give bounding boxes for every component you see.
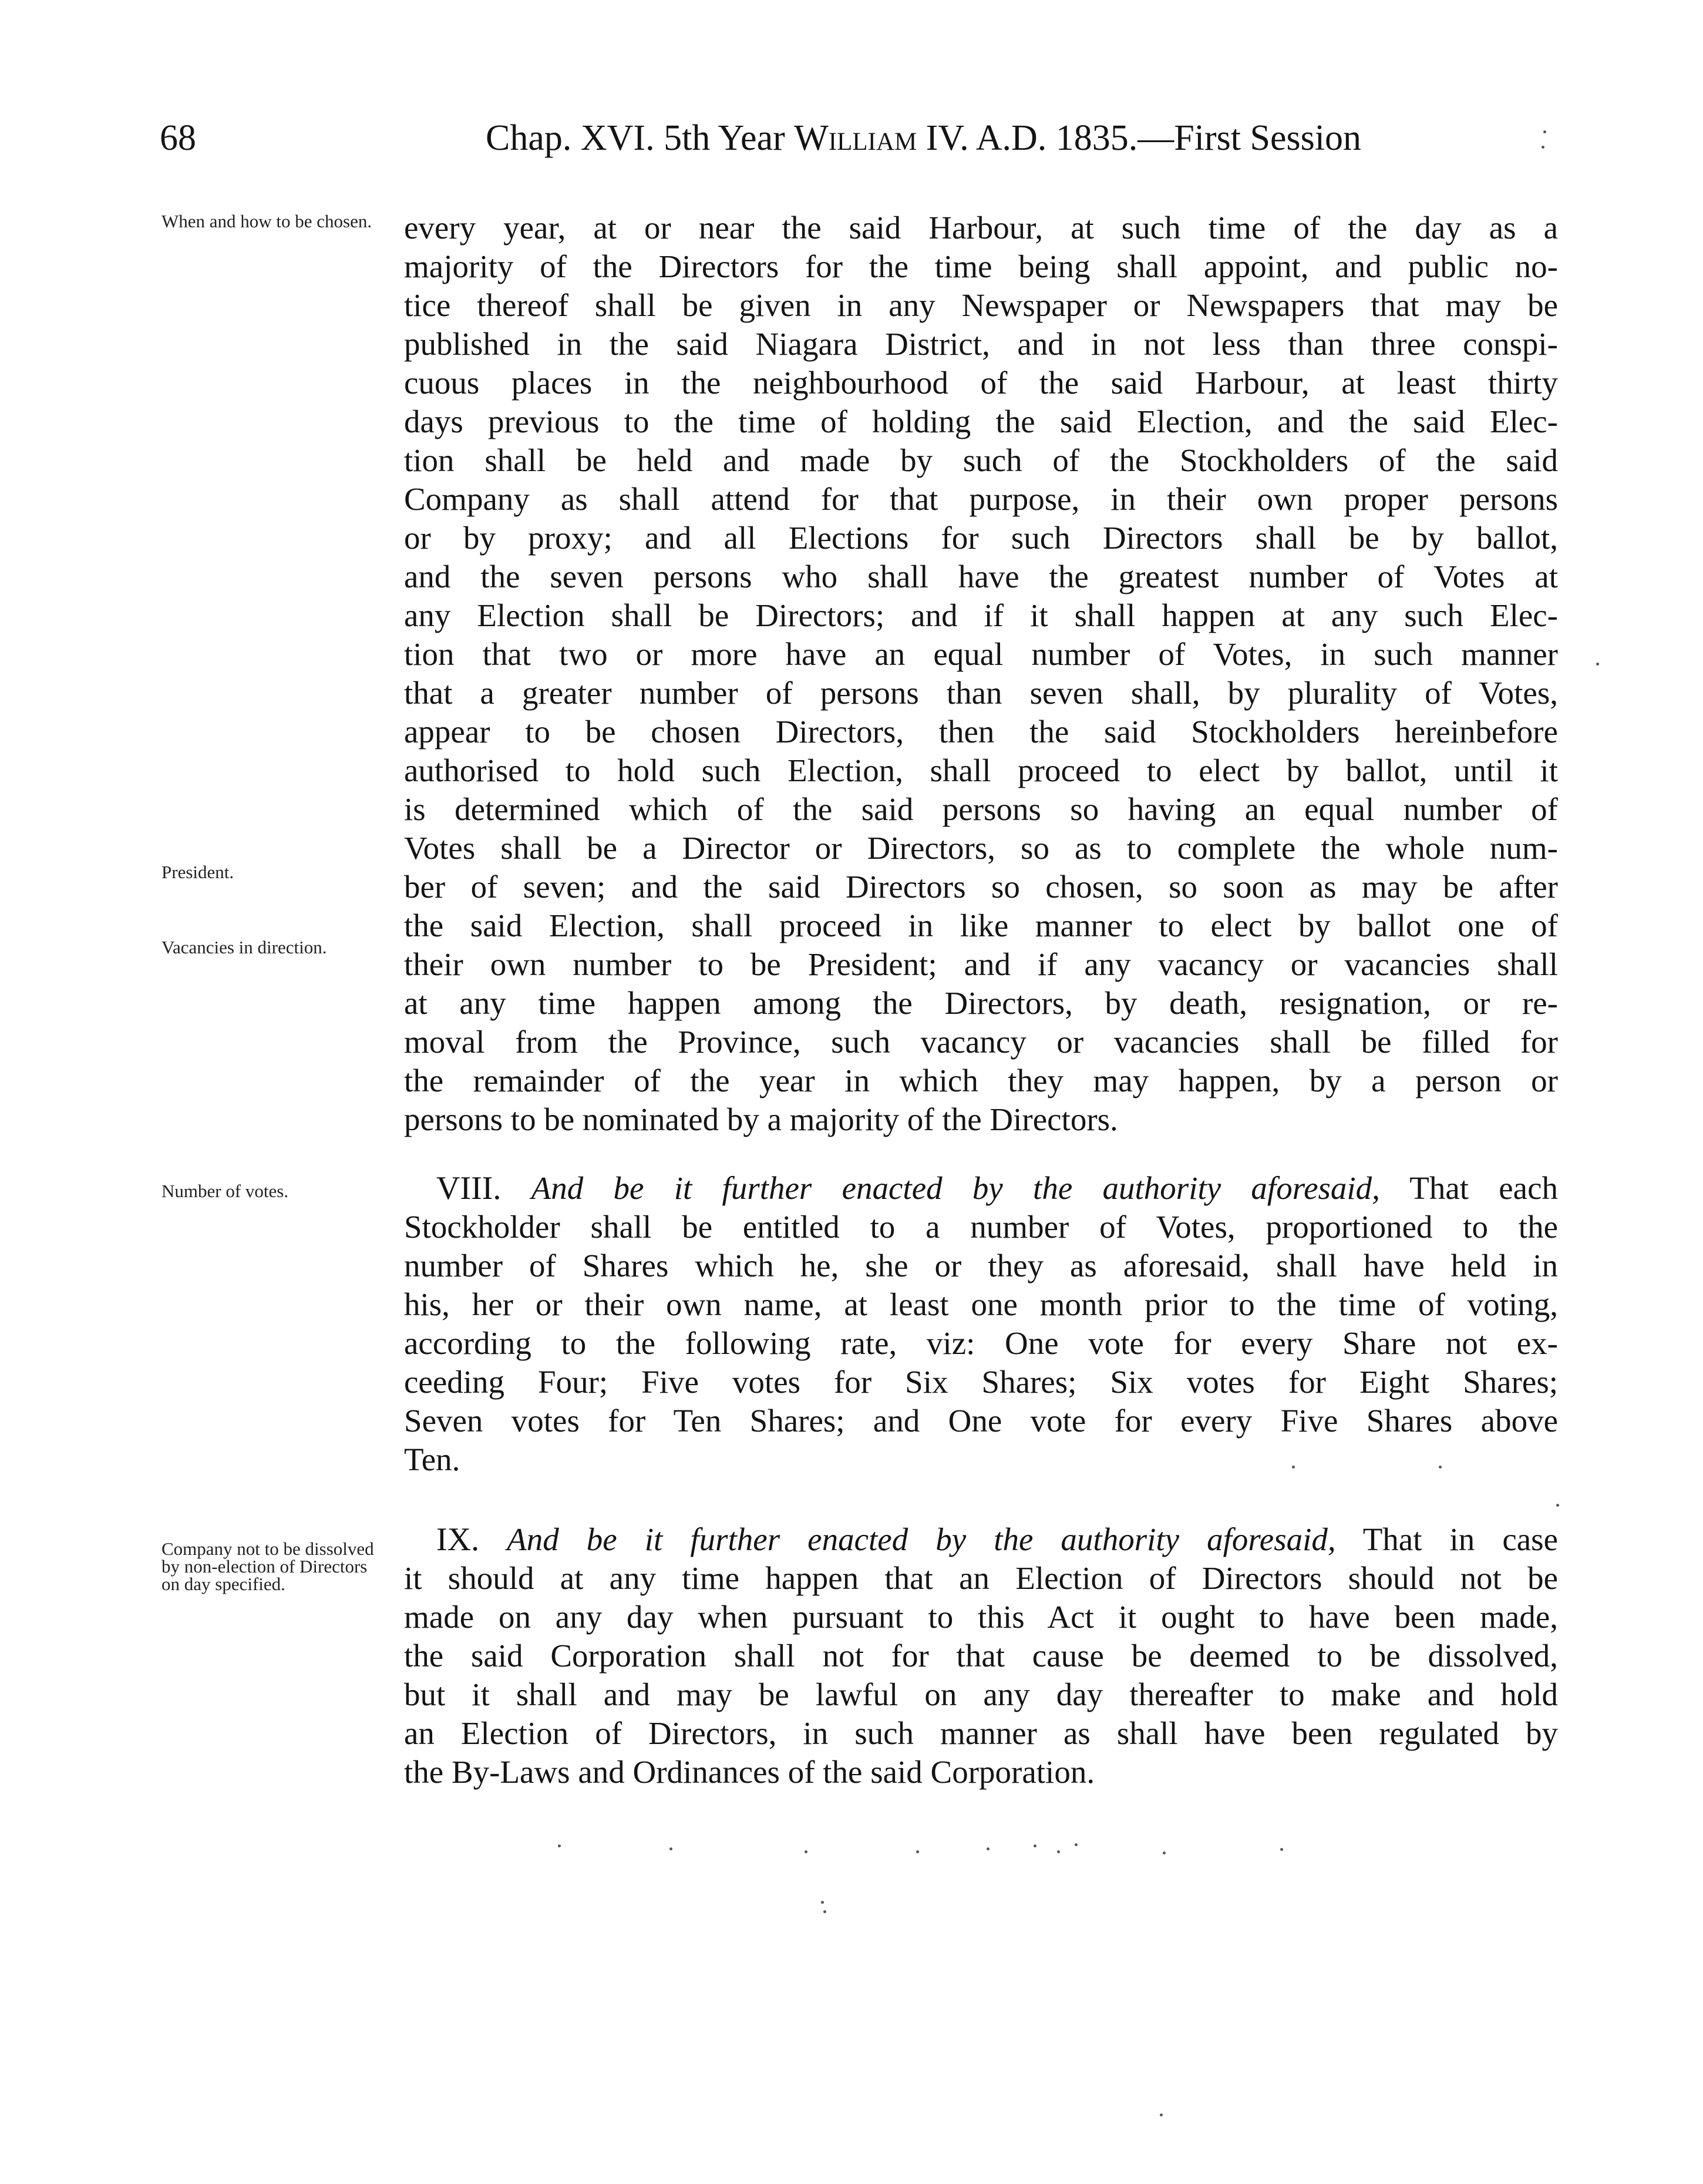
section-ix [404, 1520, 1558, 1792]
text-line: days previous to the time of holding the said Election, and the said Elec- [404, 404, 1558, 439]
text-line: the said Election, shall proceed in like manner to elect by ballot one of [404, 908, 1558, 943]
margin-note-when-chosen: When and how to be chosen. [161, 211, 372, 231]
text-line: moval from the Province, such vacancy or vacancies shall be filled for [404, 1024, 1558, 1060]
text-line: tion that two or more have an equal number of Votes, in such manner [404, 636, 1558, 672]
enacting-clause: And be it further enacted by the authority aforesaid, [531, 1170, 1380, 1206]
text-line: published in the said Niagara District, and in not less than three conspi- [404, 326, 1558, 362]
text-line: authorised to hold such Election, shall proceed to elect by ballot, until it [404, 752, 1558, 788]
text-line: cuous places in the neighbourhood of the said Harbour, at least thirty [404, 365, 1558, 401]
text-line: ber of seven; and the said Directors so chosen, so soon as may be after [404, 869, 1558, 905]
first-line-text: That each [1409, 1170, 1559, 1206]
text-line: every year, at or near the said Harbour, at such time of the day as a [404, 210, 1558, 246]
text-line: majority of the Directors for the time being shall appoint, and public no- [404, 248, 1558, 284]
text-line: his, her or their own name, at least one month prior to the time of voting, [404, 1286, 1558, 1322]
scan-speck [805, 1850, 807, 1853]
text-line: tion shall be held and made by such of the Stockholders of the said [404, 442, 1558, 478]
scan-speck [1160, 2114, 1163, 2116]
text-line: or by proxy; and all Elections for such Directors shall be by ballot, [404, 520, 1558, 556]
text-line: Ten. [404, 1442, 460, 1477]
text-line: their own number to be President; and if any vacancy or vacancies shall [404, 946, 1558, 982]
text-line: persons to be nominated by a majority of the Directors. [404, 1101, 1118, 1137]
margin-note-president: President. [161, 862, 234, 882]
text-line: Seven votes for Ten Shares; and One vote for every Five Shares above [404, 1403, 1558, 1439]
running-head [486, 117, 1361, 159]
text-line: the By-Laws and Ordinances of the said Corporation. [404, 1754, 1095, 1790]
text-line: number of Shares which he, she or they as aforesaid, shall have held in [404, 1248, 1558, 1283]
text-line: any Election shall be Directors; and if it shall happen at any such Elec- [404, 597, 1558, 633]
text-line: at any time happen among the Directors, by death, resignation, or re- [404, 985, 1558, 1021]
scan-speck [1057, 1850, 1060, 1853]
page-header [160, 117, 1581, 170]
scan-speck [1439, 1466, 1442, 1469]
text-line: according to the following rate, viz: One vote for every Share not ex- [404, 1325, 1558, 1361]
scan-speck [1556, 1504, 1559, 1507]
scan-speck [1034, 1844, 1036, 1847]
section-number: VIII. [436, 1170, 502, 1207]
scan-speck [669, 1847, 672, 1850]
text-line: Votes shall be a Director or Directors, so as to complete the whole num- [404, 830, 1558, 866]
first-line-text: That in case [1362, 1521, 1558, 1557]
scan-speck [1596, 663, 1599, 666]
section-viii [404, 1169, 1558, 1479]
scan-speck [916, 1850, 919, 1853]
running-head-king: William [794, 118, 917, 158]
text-line: and the seven persons who shall have the greatest number of Votes at [404, 559, 1558, 594]
section-number: IX. [436, 1521, 480, 1558]
scan-speck [1280, 1848, 1283, 1851]
scan-speck [1075, 1843, 1078, 1846]
text-line: but it shall and may be lawful on any day thereafter to make and hold [404, 1676, 1558, 1712]
scan-speck [1163, 1852, 1166, 1854]
text-line: tice thereof shall be given in any Newspaper or Newspapers that may be [404, 287, 1558, 323]
enacting-clause: And be it further enacted by the authority aforesaid, [507, 1521, 1336, 1557]
scan-speck [821, 1901, 824, 1904]
text-line: made on any day when pursuant to this Act it ought to have been made, [404, 1599, 1558, 1635]
margin-note-vacancies: Vacancies in direction. [161, 937, 327, 957]
scan-speck [1292, 1466, 1295, 1469]
text-line: ceeding Four; Five votes for Six Shares; Six votes for Eight Shares; [404, 1364, 1558, 1400]
text-line: appear to be chosen Directors, then the said Stockholders hereinbefore [404, 714, 1558, 750]
text-line: it should at any time happen that an Election of Directors should not be [404, 1560, 1558, 1596]
section-ix-first-line [404, 1520, 1558, 1559]
scan-speck [558, 1844, 561, 1847]
text-line: an Election of Directors, in such manner as shall have been regulated by [404, 1715, 1558, 1751]
section-viii-first-line [404, 1169, 1558, 1208]
text-line: Stockholder shall be entitled to a number of Votes, proportioned to the [404, 1209, 1558, 1245]
section-vii-continued [404, 209, 1558, 1139]
margin-note-not-dissolved: Company not to be dissolved by non-election of Directors on day specified. [161, 1538, 374, 1594]
scan-speck [1543, 130, 1546, 133]
running-head-chapter: Chap. XVI. 5th Year [486, 118, 795, 158]
text-line: the said Corporation shall not for that cause be deemed to be dissolved, [404, 1638, 1558, 1674]
page-number: 68 [160, 118, 196, 158]
text-line: that a greater number of persons than seven shall, by plurality of Votes, [404, 675, 1558, 711]
running-head-tail: IV. A.D. 1835.—First Session [917, 118, 1361, 158]
scan-speck [1542, 146, 1544, 149]
text-line: Company as shall attend for that purpose, in their own proper persons [404, 481, 1558, 517]
text-line: is determined which of the said persons so having an equal number of [404, 791, 1558, 827]
scan-speck [823, 1910, 826, 1913]
scan-speck [987, 1847, 990, 1850]
text-line: the remainder of the year in which they may happen, by a person or [404, 1063, 1558, 1098]
margin-note-number-of-votes: Number of votes. [161, 1181, 289, 1201]
